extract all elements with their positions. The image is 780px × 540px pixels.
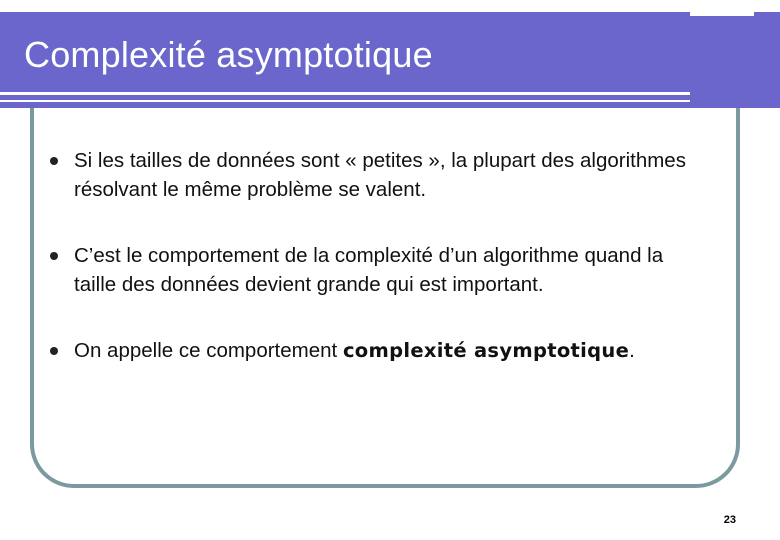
bullet-emphasis: complexité asymptotique: [342, 339, 630, 362]
bullet-dot-icon: [50, 252, 58, 260]
bullet-dot-icon: [50, 347, 58, 355]
page-number: 23: [723, 514, 736, 526]
bullet-dot-icon: [50, 157, 58, 165]
bullet-text-before: On appelle ce comportement: [74, 339, 343, 362]
bullet-list: [42, 146, 702, 365]
title-underline: [0, 92, 690, 95]
slide-title: Complexité asymptotique: [24, 34, 433, 75]
title-bar-notch: [690, 12, 754, 16]
bullet-text-after: .: [629, 339, 635, 362]
bullet-text: Si les tailles de données sont « petites », la plupart des algorithmes résolvant le même problème se valent.: [74, 149, 686, 201]
bullet-item: [42, 241, 702, 299]
title-underline-thin: [0, 100, 690, 102]
bullet-item: [42, 336, 702, 365]
bullet-text: C’est le comportement de la complexité d’un algorithme quand la taille des données devient grande qui est important.: [74, 244, 664, 296]
bullet-item: [42, 146, 702, 204]
